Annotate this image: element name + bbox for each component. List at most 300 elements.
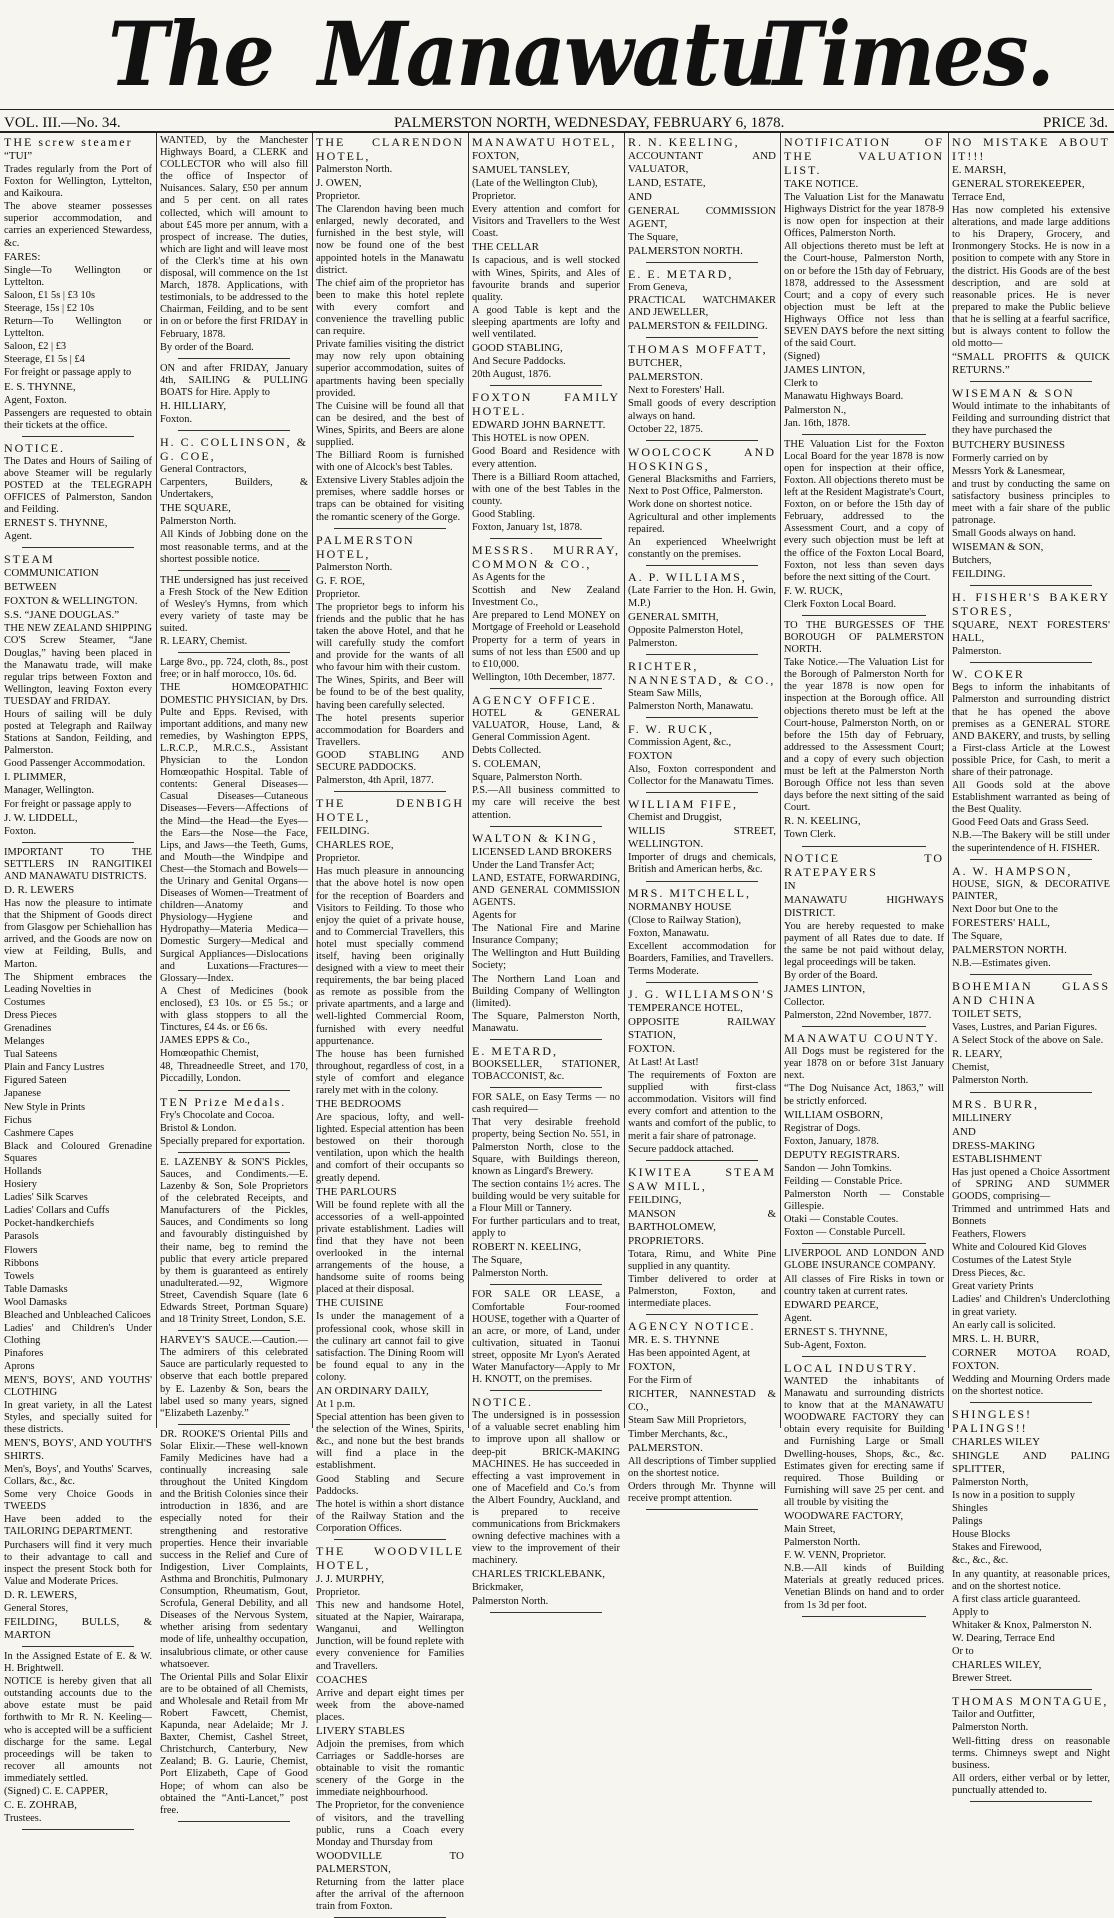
- advert-separator: [970, 974, 1092, 975]
- advertisement: [628, 1165, 776, 1310]
- advert-line: The Square,: [628, 232, 679, 243]
- advert-line: Wellington, 10th December, 1877.: [472, 671, 616, 683]
- advert-separator: [646, 565, 758, 566]
- advert-subheading: S. COLEMAN,: [472, 758, 541, 771]
- advert-line: October 22, 1875.: [628, 423, 704, 435]
- column-rule: [948, 133, 949, 1428]
- advert-subheading: MANAWATU HIGHWAYS DISTRICT.: [784, 893, 944, 919]
- advert-line: By order of the Board.: [784, 969, 878, 981]
- advert-separator: [490, 1087, 602, 1088]
- advert-paragraph: Well-fitting dress on reasonable terms. Chimneys swept and Night business.: [952, 1735, 1110, 1771]
- advert-paragraph: The Shipment embraces the Leading Novelties in: [4, 971, 152, 995]
- advert-subheading: GENERAL COMMISSION AGENT,: [628, 205, 776, 230]
- advert-line: Good Stabling.: [472, 508, 535, 520]
- advert-heading: THE Valuation List for the Foxton Local Board for the year 1878 is now open for inspection at their office, Foxton. All objections thereto must be left at the Resident Magistrate's Court, Foxton, on or before the 15th day of February, addressed to the Assessment Court, and a copy of every such objection must be left at the office of the Foxton Local Board, Foxton, not less than seven days before the next sitting of the Court.: [784, 438, 945, 583]
- advert-line: Aprons: [4, 1361, 35, 1373]
- advert-line: Agent, Foxton.: [4, 394, 67, 406]
- advert-line: Apply to: [952, 1606, 989, 1618]
- advert-subheading: MANSON & BARTHOLOMEW,: [628, 1207, 776, 1233]
- advert-paragraph: Trades regularly from the Port of Foxton for Wellington, Lyttelton, and Kaikoura.: [4, 164, 152, 200]
- advert-line: Terrace End,: [952, 192, 1005, 203]
- advertisement: [472, 693, 620, 822]
- volume-number: VOL. III.—No. 34.: [4, 115, 121, 131]
- advert-paragraph: 48, Threadneedle Street, and 170, Piccadilly, London.: [160, 1061, 308, 1085]
- advert-paragraph: Arrive and depart eight times per week from the above-named places.: [316, 1687, 464, 1723]
- advert-heading: FOXTON FAMILY HOTEL.: [472, 390, 620, 419]
- advert-line: Town Clerk.: [784, 829, 836, 841]
- advert-line: Palmerston North.: [472, 1268, 549, 1280]
- advert-heading: H. FISHER'S BAKERY STORES,: [952, 590, 1110, 619]
- advert-line: Steerage, £1 5s | £4: [4, 354, 85, 366]
- advert-subheading: ERNEST S. THYNNE,: [4, 517, 108, 530]
- advertisement: [628, 886, 776, 978]
- advert-subheading: WOODVILLE TO PALMERSTON,: [316, 1849, 464, 1875]
- advert-line: (Signed): [784, 351, 820, 363]
- advert-line: New Style in Prints: [4, 1101, 86, 1113]
- advert-paragraph: In any quantity, at reasonable prices, and on the shortest notice.: [952, 1568, 1110, 1592]
- advert-heading: THE WOODVILLE HOTEL,: [316, 1544, 464, 1572]
- advert-separator: [970, 381, 1092, 382]
- advert-separator: [22, 1829, 134, 1830]
- advert-line: Butchers,: [952, 555, 992, 567]
- advert-paragraph: Excellent accommodation for Boarders, Families, and Travellers.: [628, 940, 776, 964]
- advert-line: Palmerston.: [952, 646, 1002, 658]
- advert-separator: [970, 1092, 1092, 1093]
- advert-paragraph: Private families visiting the district may now rely upon obtaining superior accommodation, suites of apartments having been specially provided.: [316, 339, 464, 399]
- advert-separator: [22, 842, 134, 843]
- advert-paragraph: Scottish and New Zealand Investment Co.,: [472, 585, 620, 609]
- advert-paragraph: Are spacious, lofty, and well-lighted. Especial attention has been bestowed on their thorough ventilation, upon which the health and comfort of their occupants so greatly depend.: [316, 1112, 464, 1184]
- advert-heading: A. W. HAMPSON,: [952, 863, 1073, 878]
- advert-subheading: G. F. ROE,: [316, 574, 365, 587]
- advertisement: [628, 797, 776, 876]
- advert-paragraph: Is under the management of a professional cook, whose skill in the culinary art cannot fail to give satisfaction. The Dining Room will be found equal to any in the colony.: [316, 1311, 464, 1383]
- advert-line: Timber Merchants, &c.,: [628, 1428, 728, 1440]
- advert-heading: KIWITEA STEAM SAW MILL,: [628, 1164, 776, 1193]
- advertisement: [952, 864, 1110, 970]
- advertisement: [628, 659, 776, 713]
- advert-subheading: CHARLES TRICKLEBANK,: [472, 1568, 606, 1581]
- advert-separator: [802, 434, 926, 435]
- advert-separator: [802, 1243, 926, 1244]
- advert-separator: [334, 791, 446, 792]
- advertisement: [628, 570, 776, 649]
- advert-paragraph: The chief aim of the proprietor has been to make this hotel replete with every comfort and convenience the travelling public can require.: [316, 277, 464, 338]
- advert-paragraph: All classes of Fire Risks in town or country taken at current rates.: [784, 1273, 944, 1297]
- advert-heading: MRS. MITCHELL,: [628, 885, 752, 900]
- advert-paragraph: The Proprietor, for the convenience of visitors, and the travelling public, runs a Coach every Monday and Thursday from: [316, 1800, 464, 1848]
- advert-subheading: BUTCHERY BUSINESS: [952, 438, 1065, 451]
- advert-line: Debts Collected.: [472, 745, 542, 757]
- advertisement: [472, 390, 620, 534]
- advert-line: From Geneva,: [628, 282, 688, 294]
- advert-separator: [490, 1284, 602, 1285]
- advert-paragraph: The above steamer possesses superior accommodation, and carries an experienced Stewardess, &c.: [4, 201, 152, 249]
- advert-paragraph: Passengers are requested to obtain their tickets at the office.: [4, 407, 152, 431]
- advert-line: Wool Damasks: [4, 1296, 67, 1308]
- advert-paragraph: The undersigned is in possession of a valuable secret enabling him to improve upon all shallow or deep-pit BRICK-MAKING MACHINES. He has succeeded in effecting a vast improvement in one of Macefield and Co.'s from the Albert Foundry, Auckland, and is prepared to receive communications from Brickmakers owning defective machines with a view to the improvement of their machinery.: [472, 1410, 620, 1567]
- advert-subheading: MEN'S, BOYS', AND YOUTH'S SHIRTS.: [4, 1436, 152, 1462]
- advert-paragraph: In great variety, in all the Latest Styles, and specially suited for these districts.: [4, 1399, 152, 1435]
- advert-separator: [646, 337, 758, 338]
- advert-heading: R. N. KEELING,: [628, 135, 740, 149]
- advertisement: [316, 533, 464, 788]
- advert-paragraph: Orders through Mr. Thynne will receive prompt attention.: [628, 1480, 776, 1504]
- advert-line: Black and Coloured Grenadine Squares: [4, 1140, 152, 1164]
- advert-line: Brewer Street.: [952, 1673, 1013, 1685]
- advert-paragraph: This new and handsome Hotel, situated at the Napier, Wairarapa, Wanganui, and Wellington Junction, will be found replete with every convenience for Families and Travellers.: [316, 1600, 464, 1672]
- advert-separator: [178, 1330, 290, 1331]
- advertisement: [472, 1395, 620, 1607]
- advert-line: Opposite Palmerston Hotel,: [628, 624, 744, 636]
- advert-line: This HOTEL is now OPEN.: [472, 433, 590, 445]
- advert-subheading: COACHES: [316, 1673, 368, 1686]
- advert-paragraph: For further particulars and to treat, apply to: [472, 1216, 620, 1240]
- advert-line: Saloon, £2 | £3: [4, 341, 67, 353]
- advert-line: Shingles: [952, 1503, 988, 1515]
- advert-subheading: THE CELLAR: [472, 241, 539, 254]
- advertisement: [472, 135, 620, 381]
- advert-separator: [178, 1821, 290, 1822]
- advert-paragraph: Wedding and Mourning Orders made on the shortest notice.: [952, 1373, 1110, 1397]
- advertisement: [784, 439, 944, 611]
- advert-line: Main Street,: [784, 1523, 836, 1535]
- advert-line: JAMES EPPS & Co.,: [160, 1035, 250, 1047]
- advert-paragraph: P.S.—All business committed to my care will receive the best attention.: [472, 785, 620, 821]
- advert-line: Proprietor.: [316, 191, 361, 203]
- advert-line: Otaki — Constable Coutes.: [784, 1214, 899, 1226]
- advert-heading: TO THE BURGESSES OF THE BOROUGH OF PALMERSTON NORTH.: [784, 619, 944, 656]
- advert-paragraph: All Kinds of Jobbing done on the most reasonable terms, and at the shortest possible notice.: [160, 529, 308, 565]
- advert-line: Foxton, January, 1878.: [784, 1135, 879, 1147]
- advert-subheading: WILLIS STREET, WELLINGTON.: [628, 825, 776, 851]
- advert-line: Costumes of the Latest Style: [952, 1255, 1072, 1267]
- advert-line: Small Goods always on hand.: [952, 528, 1076, 540]
- advert-line: As Agents for the: [472, 572, 546, 584]
- advert-heading: E. LAZENBY & SON'S Pickles, Sauces, and Condiments.—E. Lazenby & Son, Sole Proprietors of the celebrated Receipts, and Manufacturers of the Pickles, Sauces, and Condiments so long and favourably distinguished by their name, beg to remind the public that every article prepared by them is guaranteed as entirely unadulterated.—92, Wigmore Street, Cavendish Square (late 6 Edwards Street, Portman Square) and 18 Trinity Street, London, S.E.: [160, 1156, 308, 1326]
- advertisement: [628, 445, 776, 562]
- advert-line: BOOKSELLER, STATIONER, TOBACCONIST, &c.: [472, 1058, 620, 1083]
- advert-line: PRACTICAL WATCHMAKER AND JEWELLER,: [628, 295, 776, 319]
- advert-line: Trimmed and untrimmed Hats and Bonnets: [952, 1203, 1110, 1227]
- advert-subheading: JAMES LINTON,: [784, 982, 866, 995]
- advert-subheading: OPPOSITE RAILWAY STATION,: [628, 1016, 776, 1041]
- advert-heading: THOMAS MONTAGUE,: [952, 1694, 1109, 1709]
- advert-line: And Secure Paddocks.: [472, 356, 566, 368]
- advert-paragraph: N.B.—The Bakery will be still under the superintendence of H. FISHER.: [952, 830, 1110, 854]
- advert-line: Steam Saw Mills,: [628, 687, 702, 699]
- advert-paragraph: Totara, Rimu, and White Pine supplied in any quantity.: [628, 1248, 776, 1272]
- advert-line: Fry's Chocolate and Cocoa.: [160, 1109, 275, 1121]
- advert-paragraph: THE HOMŒOPATHIC DOMESTIC PHYSICIAN, by Drs. Pulte and Epps. Revised, with important additions, and many new remedies, by Washington EPPS, L.R.C.P., M.R.C.S., Assistant Physician to the London Homœopathic Hospital. Table of contents: General Diseases—Casual Diseases—Cutaneous Diseases—Fevers—Affections of the Mind—the Head—the Eyes—the Ears—the Nose—the Face, Lips, and Jaws—the Teeth, Gums, and Mouth—the Windpipe and Chest—the Stomach and Bowels—the Urinary and Genital Organs—Diseases of Women—Treatment of children—Anatomy and Physiology—Hygiene and Hydropathy—Materia Medica—Domestic Surgery—Medical and Surgical Appliances—Dislocations and Luxations—Fractures—Glossary—Index.: [160, 682, 308, 984]
- advert-line: Foxton, January 1st, 1878.: [472, 521, 583, 533]
- advert-paragraph: Adjoin the premises, from which Carriages or Saddle-horses are obtainable to visit the romantic scenery of the Gorge in the immediate neighbourhood.: [316, 1738, 464, 1799]
- advert-line: Agents for: [472, 910, 517, 922]
- advert-subheading: CHARLES ROE,: [316, 839, 394, 852]
- advert-subheading: THE PARLOURS: [316, 1185, 397, 1198]
- advertisement: [160, 1429, 308, 1817]
- advertisement: [160, 575, 308, 649]
- advert-separator: [490, 826, 602, 827]
- advert-line: Foxton — Constable Purcell.: [784, 1227, 906, 1239]
- advert-line: Bristol & London.: [160, 1122, 237, 1134]
- advert-line: Ladies' and Children's Under Clothing: [4, 1323, 152, 1347]
- advert-subheading: JAMES LINTON,: [784, 364, 866, 377]
- advert-line: Manager, Wellington.: [4, 785, 95, 797]
- advert-line: By order of the Board.: [160, 341, 254, 353]
- advert-line: Formerly carried on by: [952, 452, 1049, 464]
- advert-heading: STEAM: [4, 552, 55, 567]
- advert-line: Palmerston North.: [472, 1595, 549, 1607]
- column-rule: [468, 133, 469, 1428]
- advert-line: For freight or passage apply to: [4, 798, 132, 810]
- advertisement: [160, 1157, 308, 1326]
- advert-subheading: FEILDING, BULLS, & MARTON: [4, 1616, 152, 1641]
- masthead-rule: [0, 109, 1114, 110]
- advert-line: Brickmaker,: [472, 1582, 524, 1594]
- masthead-word-manawatu: Manawatu: [318, 2, 776, 106]
- advert-separator: [490, 538, 602, 539]
- advert-subheading: EDWARD PEARCE,: [784, 1298, 879, 1311]
- advert-subheading: FEILDING.: [316, 825, 370, 838]
- advert-line: Next Door but One to the: [952, 903, 1058, 915]
- advert-line: House Blocks: [952, 1529, 1011, 1541]
- advert-subheading: FOXTON.: [628, 1043, 676, 1055]
- advert-paragraph: The Wellington and Hutt Building Society;: [472, 948, 620, 972]
- advertisement: [784, 1031, 944, 1239]
- advert-subheading: COMMUNICATION: [4, 567, 99, 580]
- advert-line: Costumes: [4, 996, 45, 1008]
- advert-separator: [490, 1039, 602, 1040]
- advert-line: Registrar of Dogs.: [784, 1122, 861, 1134]
- advert-subheading: CHARLES WILEY,: [952, 1659, 1042, 1672]
- advertisement: [4, 847, 152, 1642]
- price: PRICE 3d.: [1042, 115, 1108, 131]
- advert-paragraph: All Goods sold at the above Establishment warranted as being of the Best Quality.: [952, 780, 1110, 816]
- advert-heading: J. G. WILLIAMSON'S: [628, 987, 776, 1001]
- advert-separator: [178, 430, 290, 431]
- advertisement: [316, 135, 464, 524]
- advert-paragraph: Begs to inform the inhabitants of Palmerston and surrounding district that he has opened the above premises as a GENERAL STORE AND BAKERY, and trusts, by selling a First-class Article at the Lowest possible Price, for Cash, to merit a share of their patronage.: [952, 682, 1110, 778]
- advert-subheading: C. E. ZOHRAB,: [4, 1799, 78, 1812]
- advert-subheading: WILLIAM OSBORN,: [784, 1108, 883, 1121]
- advert-paragraph: N.B.—All kinds of Building Materials at greatly reduced prices. Venetian Blinds on hand and to order from 1s 3d per foot.: [784, 1563, 944, 1611]
- advert-line: Work done on shortest notice.: [628, 498, 753, 510]
- advert-paragraph: That very desirable freehold property, being Section No. 551, in Palmerston North, close to the Square, with Buildings thereon, known as Lingard's Brewery.: [472, 1117, 620, 1177]
- advert-heading: MANAWATU HOTEL,: [472, 135, 617, 149]
- advert-line: Carpenters, Builders, & Undertakers,: [160, 477, 308, 501]
- advert-subheading: AND: [628, 191, 652, 203]
- advert-line: Palmerston North, Manawatu.: [628, 700, 754, 712]
- advert-heading: RICHTER, NANNESTAD, & CO.,: [628, 658, 776, 687]
- advert-paragraph: Ladies' and Children's Underclothing in great variety.: [952, 1294, 1110, 1318]
- advert-paragraph: Has now completed his extensive alterations, and made large additions to his Drapery, Grocery, and Ironmongery Stocks. He is now in a position to compete with any Store in the district. His Goods are of the best description, and are sold at reasonable prices. He is never prepared to make the Public believe that he is selling at a fearful sacrifice, but is always content to follow the old motto—: [952, 205, 1110, 350]
- advert-line: Figured Sateen: [4, 1075, 67, 1087]
- advert-separator: [802, 615, 926, 616]
- advert-paragraph: All Dogs must be registered for the year 1878 on or before 31st January next.: [784, 1046, 944, 1082]
- advert-paragraph: The hotel presents superior accommodation for Boarders and Travellers.: [316, 712, 464, 748]
- advert-line: Return—To Wellington or Lyttelton.: [4, 316, 152, 340]
- advert-line: Palmerston N.,: [784, 404, 847, 416]
- advert-subheading: H. HILLIARY,: [160, 399, 227, 412]
- advert-paragraph: Every attention and comfort for Visitors and Travellers to the West Coast.: [472, 204, 620, 240]
- advert-line: Good Stabling and Secure Paddocks.: [316, 1473, 464, 1497]
- advert-heading: WILLIAM FIFE,: [628, 797, 738, 812]
- advertisement: [952, 979, 1110, 1087]
- advert-paragraph: and trust by conducting the same on satisfactory business principles to meet with a fair share of the public patronage.: [952, 478, 1110, 526]
- advert-line: W. Dearing, Terrace End: [952, 1633, 1055, 1645]
- advert-line: Palmerston.: [628, 637, 678, 649]
- advert-separator: [178, 1424, 290, 1425]
- advert-subheading: CORNER MOTOA ROAD, FOXTON.: [952, 1346, 1110, 1372]
- advertisement: [160, 435, 308, 566]
- advert-subheading: PROPRIETORS.: [628, 1234, 704, 1247]
- advertisement: [784, 1248, 944, 1352]
- advert-line: Feathers, Flowers: [952, 1228, 1026, 1240]
- advert-heading: BOHEMIAN GLASS AND CHINA: [952, 979, 1110, 1008]
- advert-separator: [490, 1390, 602, 1391]
- advert-paragraph: Good Board and Residence with every attention.: [472, 446, 620, 470]
- advert-line: Under the Land Transfer Act;: [472, 859, 595, 871]
- advert-separator: [802, 1356, 926, 1357]
- advert-line: Hollands: [4, 1166, 42, 1177]
- advert-subheading: IN: [784, 879, 796, 892]
- advert-line: Clerk Foxton Local Board.: [784, 598, 896, 610]
- advert-line: Secure paddock attached.: [628, 1143, 734, 1155]
- advert-paragraph: Timber delivered to order at Palmerston, Foxton, and intermediate places.: [628, 1273, 776, 1310]
- advert-subheading: I. PLIMMER,: [4, 771, 67, 784]
- advertisement: [952, 386, 1110, 581]
- advert-line: Chemist,: [952, 1062, 990, 1074]
- advertisement: [316, 796, 464, 1535]
- advert-paragraph: All orders, either verbal or by letter, punctually attended to.: [952, 1772, 1110, 1796]
- advert-line: Foxton.: [160, 413, 193, 425]
- advertisement: [628, 987, 776, 1156]
- advert-paragraph: Men's, Boys', and Youths' Scarves, Collars, &c., &c.: [4, 1463, 152, 1488]
- advert-paragraph: All objections thereto must be left at the Court-house, Palmerston North, on or before the 15th day of February, 1878, addressed to the Assessment Court; and a copy of every such objection must be left at the Highways Office not less than SEVEN DAYS before the next sitting of the said Court.: [784, 241, 944, 350]
- advert-subheading: LICENSED LAND BROKERS: [472, 845, 612, 858]
- advert-line: F. W. VENN, Proprietor.: [784, 1550, 887, 1562]
- advert-separator: [646, 1160, 758, 1161]
- advert-heading: W. COKER: [952, 667, 1025, 682]
- advert-paragraph: THE NEW ZEALAND SHIPPING CO'S Screw Steamer, “Jane Douglas,” having been placed in the Manawatu trade, will make regular trips between Foxton and Wellington, leaving Foxton every TUESDAY and FRIDAY.: [4, 623, 152, 707]
- advert-line: Saloon, £1 5s | £3 10s: [4, 289, 95, 301]
- advert-line: Vases, Lustres, and Parian Figures.: [952, 1022, 1098, 1034]
- advert-subheading: THE CUISINE: [316, 1297, 384, 1310]
- advert-separator: [178, 358, 290, 359]
- advertisement: [784, 620, 944, 842]
- advert-separator: [802, 1026, 926, 1027]
- advert-line: Cashmere Capes: [4, 1127, 74, 1139]
- advert-line: The Square,: [472, 1255, 523, 1267]
- advert-paragraph: The Clarendon having been much enlarged, newly decorated, and furnished in the best style, will now be found one of the best appointed hotels in the Manawatu district.: [316, 204, 464, 276]
- advert-line: Foxton.: [4, 825, 37, 837]
- advert-line: Whitaker & Knox, Palmerston N.: [952, 1619, 1092, 1631]
- advert-heading: HARVEY'S SAUCE.—Caution.—The admirers of this celebrated Sauce are particularly requested to observe that each bottle prepared by E. Lazenby & Son, bears the label used so many years, signed “Elizabeth Lazenby.”: [160, 1335, 308, 1419]
- column-3: [316, 135, 464, 1912]
- advert-line: Towels: [4, 1270, 34, 1282]
- advertisement: [472, 1289, 620, 1386]
- advert-subheading: THE SQUARE,: [160, 502, 231, 515]
- advert-heading: In the Assigned Estate of E. & W. H. Brightwell.: [4, 1651, 152, 1675]
- advert-line: The Square,: [952, 930, 1003, 942]
- advertisement: [160, 1335, 308, 1420]
- advertisement: [784, 1361, 944, 1612]
- advert-heading: A. P. WILLIAMS,: [628, 570, 747, 585]
- advert-subheading: FOXTON & WELLINGTON.: [4, 595, 138, 608]
- advert-heading: NO MISTAKE ABOUT IT!!!: [952, 135, 1110, 163]
- advert-line: Japanese: [4, 1088, 41, 1100]
- advertisement: [472, 1044, 620, 1083]
- advert-subheading: PALMERSTON.: [628, 1441, 703, 1454]
- advert-paragraph: Also, Foxton correspondent and Collector for the Manawatu Times.: [628, 764, 776, 788]
- advert-line: Tual Sateens: [4, 1049, 58, 1061]
- advert-paragraph: General Blacksmiths and Farriers, Next to Post Office, Palmerston.: [628, 473, 776, 497]
- advert-paragraph: A good Table is kept and the sleeping apartments are lofty and well ventilated.: [472, 304, 620, 341]
- column-2: [160, 135, 309, 1816]
- advert-paragraph: Special attention has been given to the selection of the Wines, Spirits, &c., and none but the best brands will find a place in the establishment.: [316, 1412, 464, 1472]
- advert-subheading: SAMUEL TANSLEY,: [472, 164, 570, 176]
- masthead: [0, 0, 1114, 108]
- advert-subheading: DRESS-MAKING ESTABLISHMENT: [952, 1139, 1042, 1165]
- advert-subheading: THE BEDROOMS: [316, 1098, 402, 1111]
- advert-paragraph: LAND, ESTATE, FORWARDING, AND GENERAL COMMISSION AGENTS.: [472, 872, 620, 908]
- advert-heading: ON and after FRIDAY, January 4th, SAILING & PULLING BOATS for Hire. Apply to: [160, 362, 308, 398]
- advert-separator: [646, 982, 758, 983]
- advert-line: Fichus: [4, 1114, 32, 1126]
- column-rule: [156, 133, 157, 1428]
- advert-line: Agent.: [4, 531, 32, 543]
- column-6: [784, 135, 945, 1611]
- advert-line: &c., &c., &c.: [952, 1555, 1009, 1567]
- advert-line: Grenadines: [4, 1022, 52, 1034]
- advert-line: Palmerston North,: [952, 1476, 1029, 1488]
- advert-subheading: GOOD STABLING,: [472, 342, 563, 355]
- advert-line: A first class article guaranteed.: [952, 1593, 1081, 1605]
- column-4: [472, 135, 620, 1607]
- advert-line: For the Firm of: [628, 1375, 692, 1387]
- advert-subheading: PALMERSTON & FEILDING.: [628, 320, 768, 333]
- advertisement: [4, 1651, 152, 1825]
- advert-subheading: FOXTON,: [472, 150, 520, 162]
- advert-line: General Stores,: [4, 1602, 69, 1614]
- advert-line: Some very Choice Goods in TWEEDS: [4, 1489, 152, 1513]
- advert-separator: [490, 385, 602, 386]
- column-7: [952, 135, 1110, 1796]
- advert-heading: PALMERSTON HOTEL,: [316, 532, 415, 561]
- advert-paragraph: An experienced Wheelwright constantly on the premises.: [628, 537, 776, 561]
- advert-separator: [970, 1402, 1092, 1403]
- advert-subheading: TEMPERANCE HOTEL,: [628, 1002, 743, 1014]
- advert-line: Homœopathic Chemist,: [160, 1048, 259, 1060]
- advert-separator: [178, 652, 290, 653]
- advert-line: Good Passenger Accommodation.: [4, 758, 146, 770]
- advert-line: Palmerston North — Constable Gillespie.: [784, 1189, 944, 1213]
- advert-line: Dress Pieces: [4, 1009, 57, 1021]
- advert-subheading: J. J. MURPHY,: [316, 1573, 384, 1585]
- advert-line: Specially prepared for exportation.: [160, 1135, 305, 1147]
- advert-line: Foxton, Manawatu.: [628, 927, 710, 939]
- advert-subheading: LIVERY STABLES: [316, 1724, 405, 1737]
- advert-heading: WALTON & KING,: [472, 830, 598, 845]
- advert-line: Plain and Fancy Lustres: [4, 1062, 105, 1074]
- advertisement: [784, 851, 944, 1023]
- advert-paragraph: There is a Billiard Room attached, with one of the best Tables in the county.: [472, 471, 620, 507]
- advert-heading: SHINGLES! PALINGS!!: [952, 1406, 1032, 1435]
- advert-line: (Close to Railway Station),: [628, 914, 742, 926]
- advert-heading: THE CLARENDON HOTEL,: [316, 135, 464, 163]
- advert-separator: [646, 717, 758, 718]
